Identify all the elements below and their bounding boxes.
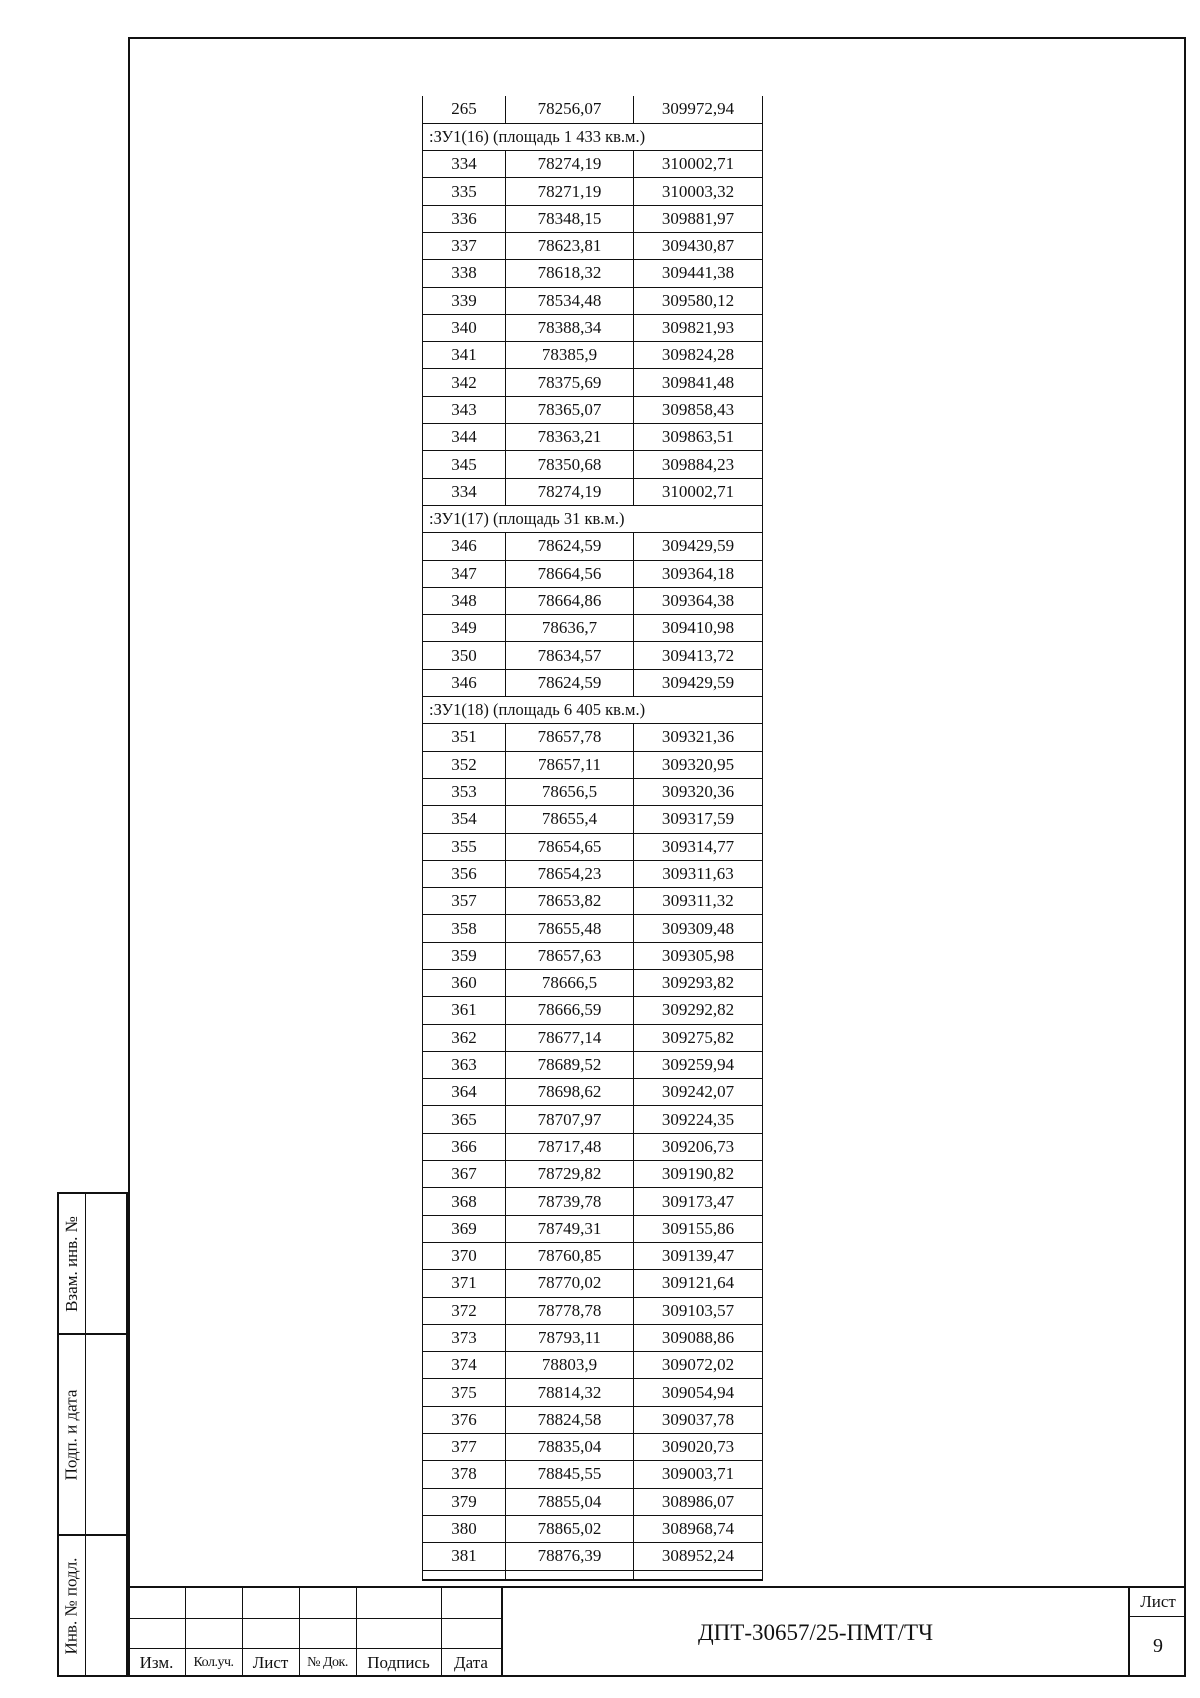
y-coordinate-cell: 309317,59 [634,806,763,833]
point-number-cell: 345 [423,451,506,478]
point-number-cell: 379 [423,1488,506,1515]
x-coordinate-cell: 78654,65 [506,833,634,860]
table-row [423,1461,763,1488]
label-podpis: Подпись [367,1653,430,1672]
point-number-cell: 342 [423,369,506,396]
table-row [423,1324,763,1351]
y-coordinate-cell: 309020,73 [634,1434,763,1461]
x-coordinate-cell: 78636,7 [506,615,634,642]
point-number-cell: 361 [423,997,506,1024]
x-coordinate-cell: 78271,19 [506,178,634,205]
y-coordinate-cell: 309088,86 [634,1324,763,1351]
table-row [423,1079,763,1106]
table-section-row [423,505,763,532]
x-coordinate-cell: 78739,78 [506,1188,634,1215]
point-number-cell: 343 [423,396,506,423]
y-coordinate-cell: 309441,38 [634,260,763,287]
point-number-cell: 369 [423,1215,506,1242]
table-row [423,533,763,560]
y-coordinate-cell: 309863,51 [634,424,763,451]
table-row [423,232,763,259]
x-coordinate-cell: 78274,19 [506,151,634,178]
x-coordinate-cell: 78655,4 [506,806,634,833]
y-coordinate-cell: 309037,78 [634,1406,763,1433]
point-number-cell: 336 [423,205,506,232]
label-data: Дата [454,1653,488,1672]
x-coordinate-cell: 78653,82 [506,888,634,915]
side-label-podp-data: Подп. и дата [61,1389,81,1480]
y-coordinate-cell: 309054,94 [634,1379,763,1406]
x-coordinate-cell: 78256,07 [506,96,634,123]
sheet-number: 9 [1153,1635,1163,1657]
y-coordinate-cell: 309190,82 [634,1161,763,1188]
point-number-cell: 371 [423,1270,506,1297]
table-row [423,1297,763,1324]
label-list: Лист [252,1653,289,1672]
point-number-cell: 355 [423,833,506,860]
table-row [423,1352,763,1379]
table-row [423,1024,763,1051]
y-coordinate-cell: 309821,93 [634,314,763,341]
y-coordinate-cell: 309320,95 [634,751,763,778]
point-number-cell: 368 [423,1188,506,1215]
table-row [423,96,763,123]
table-row [423,1051,763,1078]
point-number-cell: 339 [423,287,506,314]
table-row [423,806,763,833]
point-number-cell: 334 [423,151,506,178]
y-coordinate-cell: 309224,35 [634,1106,763,1133]
x-coordinate-cell: 78654,23 [506,860,634,887]
y-coordinate-cell: 308986,07 [634,1488,763,1515]
section-label: :ЗУ1(18) (площадь 6 405 кв.м.) [423,697,763,724]
table-row [423,642,763,669]
y-coordinate-cell: 309884,23 [634,451,763,478]
point-number-cell: 337 [423,232,506,259]
point-number-cell: 349 [423,615,506,642]
point-number-cell: 335 [423,178,506,205]
point-number-cell: 372 [423,1297,506,1324]
point-number-cell: 374 [423,1352,506,1379]
point-number-cell: 356 [423,860,506,887]
y-coordinate-cell: 310002,71 [634,478,763,505]
point-number-cell: 380 [423,1515,506,1542]
table-row [423,751,763,778]
x-coordinate-cell: 78388,34 [506,314,634,341]
x-coordinate-cell: 78274,19 [506,478,634,505]
point-number-cell: 338 [423,260,506,287]
side-stamp-vzam-inv [57,1192,128,1335]
y-coordinate-cell: 309103,57 [634,1297,763,1324]
table-row [423,1270,763,1297]
table-row [423,314,763,341]
section-label: :ЗУ1(16) (площадь 1 433 кв.м.) [423,123,763,150]
y-coordinate-cell: 309206,73 [634,1133,763,1160]
point-number-cell: 341 [423,342,506,369]
y-coordinate-cell: 309410,98 [634,615,763,642]
side-stamp-inv-podl [57,1534,128,1677]
table-row [423,342,763,369]
x-coordinate-cell: 78656,5 [506,778,634,805]
x-coordinate-cell: 78865,02 [506,1515,634,1542]
y-coordinate-cell: 309121,64 [634,1270,763,1297]
point-number-cell: 340 [423,314,506,341]
x-coordinate-cell: 78760,85 [506,1242,634,1269]
x-coordinate-cell: 78363,21 [506,424,634,451]
y-coordinate-cell: 309003,71 [634,1461,763,1488]
x-coordinate-cell: 78634,57 [506,642,634,669]
y-coordinate-cell: 309841,48 [634,369,763,396]
x-coordinate-cell: 78666,59 [506,997,634,1024]
point-number-cell: 344 [423,424,506,451]
point-number-cell: 353 [423,778,506,805]
table-row [423,560,763,587]
table-row [423,888,763,915]
x-coordinate-cell: 78534,48 [506,287,634,314]
table-row [423,205,763,232]
y-coordinate-cell: 309173,47 [634,1188,763,1215]
point-number-cell: 350 [423,642,506,669]
y-coordinate-cell: 309139,47 [634,1242,763,1269]
table-row [423,1215,763,1242]
y-coordinate-cell: 309311,63 [634,860,763,887]
table-row [423,724,763,751]
point-number-cell: 357 [423,888,506,915]
x-coordinate-cell: 78707,97 [506,1106,634,1133]
table-row [423,451,763,478]
table-row [423,942,763,969]
table-row [423,1434,763,1461]
table-row [423,1379,763,1406]
coordinates-table [422,96,763,1581]
point-number-cell: 347 [423,560,506,587]
table-row [423,1242,763,1269]
x-coordinate-cell: 78664,56 [506,560,634,587]
point-number-cell: 378 [423,1461,506,1488]
y-coordinate-cell: 310002,71 [634,151,763,178]
y-coordinate-cell: 309972,94 [634,96,763,123]
point-number-cell: 370 [423,1242,506,1269]
y-coordinate-cell: 309824,28 [634,342,763,369]
y-coordinate-cell: 309580,12 [634,287,763,314]
table-row [423,287,763,314]
y-coordinate-cell: 309314,77 [634,833,763,860]
x-coordinate-cell: 78689,52 [506,1051,634,1078]
table-row [423,778,763,805]
point-number-cell: 366 [423,1133,506,1160]
point-number-cell: 265 [423,96,506,123]
x-coordinate-cell: 78624,59 [506,669,634,696]
y-coordinate-cell: 309292,82 [634,997,763,1024]
title-block [128,1586,1186,1677]
point-number-cell: 373 [423,1324,506,1351]
label-nom-dok: № Док. [307,1655,348,1670]
table-row [423,915,763,942]
y-coordinate-cell: 309275,82 [634,1024,763,1051]
label-izm: Изм. [139,1653,174,1672]
x-coordinate-cell: 78845,55 [506,1461,634,1488]
table-section-row [423,123,763,150]
y-coordinate-cell: 309293,82 [634,970,763,997]
y-coordinate-cell: 309364,18 [634,560,763,587]
x-coordinate-cell: 78350,68 [506,451,634,478]
table-row [423,669,763,696]
table-row [423,970,763,997]
table-row [423,615,763,642]
y-coordinate-cell: 309321,36 [634,724,763,751]
table-section-row [423,697,763,724]
x-coordinate-cell: 78618,32 [506,260,634,287]
table-row [423,424,763,451]
x-coordinate-cell: 78876,39 [506,1543,634,1570]
y-coordinate-cell: 309309,48 [634,915,763,942]
x-coordinate-cell: 78623,81 [506,232,634,259]
y-coordinate-cell: 309072,02 [634,1352,763,1379]
point-number-cell: 377 [423,1434,506,1461]
x-coordinate-cell: 78770,02 [506,1270,634,1297]
x-coordinate-cell: 78778,78 [506,1297,634,1324]
table-row [423,260,763,287]
y-coordinate-cell: 309430,87 [634,232,763,259]
point-number-cell: 334 [423,478,506,505]
x-coordinate-cell: 78717,48 [506,1133,634,1160]
coordinates-table-body [423,96,763,1580]
table-row [423,860,763,887]
document-code: ДПТ-30657/25-ПМТ/ТЧ [697,1619,934,1645]
x-coordinate-cell: 78624,59 [506,533,634,560]
x-coordinate-cell: 78375,69 [506,369,634,396]
x-coordinate-cell: 78666,5 [506,970,634,997]
table-row [423,1133,763,1160]
sheet-label: Лист [1130,1588,1186,1617]
y-coordinate-cell: 309429,59 [634,669,763,696]
point-number-cell: 346 [423,533,506,560]
point-number-cell: 376 [423,1406,506,1433]
table-row [423,1406,763,1433]
x-coordinate-cell: 78664,86 [506,587,634,614]
y-coordinate-cell: 308952,24 [634,1543,763,1570]
point-number-cell: 367 [423,1161,506,1188]
table-row [423,1106,763,1133]
point-number-cell: 358 [423,915,506,942]
point-number-cell: 381 [423,1543,506,1570]
y-coordinate-cell: 309364,38 [634,587,763,614]
y-coordinate-cell: 309881,97 [634,205,763,232]
x-coordinate-cell: 78365,07 [506,396,634,423]
table-row [423,1515,763,1542]
y-coordinate-cell: 309858,43 [634,396,763,423]
table-tail-row [423,1570,763,1580]
x-coordinate-cell: 78855,04 [506,1488,634,1515]
point-number-cell: 359 [423,942,506,969]
x-coordinate-cell: 78385,9 [506,342,634,369]
side-label-inv-podl: Инв. № подл. [61,1557,81,1654]
y-coordinate-cell: 309413,72 [634,642,763,669]
side-label-vzam-inv: Взам. инв. № [61,1215,81,1312]
point-number-cell: 352 [423,751,506,778]
x-coordinate-cell: 78655,48 [506,915,634,942]
table-row [423,1543,763,1570]
y-coordinate-cell: 309305,98 [634,942,763,969]
point-number-cell: 375 [423,1379,506,1406]
table-row [423,833,763,860]
table-row [423,1188,763,1215]
point-number-cell: 363 [423,1051,506,1078]
x-coordinate-cell: 78348,15 [506,205,634,232]
y-coordinate-cell: 309155,86 [634,1215,763,1242]
side-stamp-podp-data [57,1333,128,1536]
y-coordinate-cell: 309320,36 [634,778,763,805]
point-number-cell: 354 [423,806,506,833]
x-coordinate-cell: 78793,11 [506,1324,634,1351]
point-number-cell: 346 [423,669,506,696]
y-coordinate-cell: 310003,32 [634,178,763,205]
title-block-grid [128,1588,501,1677]
table-row [423,997,763,1024]
label-kol-uch: Кол.уч. [193,1655,234,1670]
x-coordinate-cell: 78657,63 [506,942,634,969]
point-number-cell: 362 [423,1024,506,1051]
x-coordinate-cell: 78803,9 [506,1352,634,1379]
table-row [423,1488,763,1515]
sheet-box [1128,1588,1186,1677]
point-number-cell: 348 [423,587,506,614]
x-coordinate-cell: 78698,62 [506,1079,634,1106]
y-coordinate-cell: 309242,07 [634,1079,763,1106]
table-row [423,178,763,205]
point-number-cell: 360 [423,970,506,997]
x-coordinate-cell: 78824,58 [506,1406,634,1433]
table-row [423,587,763,614]
point-number-cell: 364 [423,1079,506,1106]
x-coordinate-cell: 78657,78 [506,724,634,751]
y-coordinate-cell: 308968,74 [634,1515,763,1542]
y-coordinate-cell: 309259,94 [634,1051,763,1078]
table-row [423,396,763,423]
table-row [423,478,763,505]
x-coordinate-cell: 78835,04 [506,1434,634,1461]
x-coordinate-cell: 78749,31 [506,1215,634,1242]
x-coordinate-cell: 78814,32 [506,1379,634,1406]
point-number-cell: 351 [423,724,506,751]
x-coordinate-cell: 78677,14 [506,1024,634,1051]
x-coordinate-cell: 78657,11 [506,751,634,778]
y-coordinate-cell: 309429,59 [634,533,763,560]
y-coordinate-cell: 309311,32 [634,888,763,915]
x-coordinate-cell: 78729,82 [506,1161,634,1188]
table-row [423,1161,763,1188]
table-row [423,369,763,396]
section-label: :ЗУ1(17) (площадь 31 кв.м.) [423,505,763,532]
table-row [423,151,763,178]
point-number-cell: 365 [423,1106,506,1133]
